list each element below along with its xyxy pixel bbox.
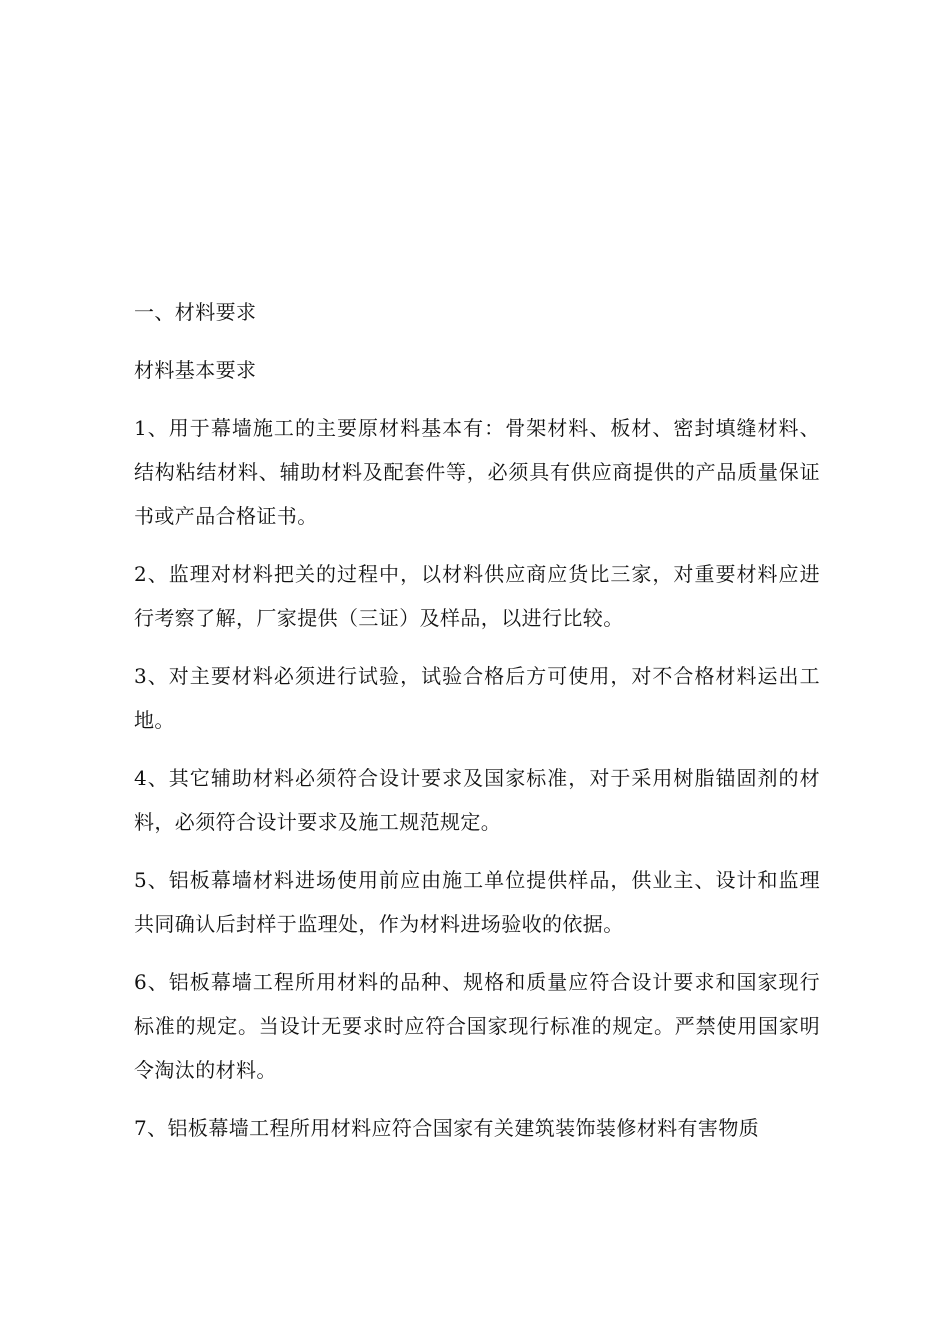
paragraph-7: 7、铝板幕墙工程所用材料应符合国家有关建筑装饰装修材料有害物质 [134,1116,760,1140]
paragraph-1: 1、用于幕墙施工的主要原材料基本有：骨架材料、板材、密封填缝材料、结构粘结材料、辅助材料及配套件等，必须具有供应商提供的产品质量保证书或产品合格证书。 [134,416,820,528]
paragraph-4: 4、其它辅助材料必须符合设计要求及国家标准，对于采用树脂锚固剂的材料，必须符合设计要求及施工规范规定。 [134,766,820,834]
section-heading: 一、材料要求 [134,300,257,324]
paragraph-2: 2、监理对材料把关的过程中，以材料供应商应货比三家，对重要材料应进行考察了解，厂家提供（三证）及样品，以进行比较。 [134,562,820,630]
subheading: 材料基本要求 [134,358,257,382]
document-body [134,290,820,1164]
paragraph-3: 3、对主要材料必须进行试验，试验合格后方可使用，对不合格材料运出工地。 [134,664,820,732]
paragraph-6: 6、铝板幕墙工程所用材料的品种、规格和质量应符合设计要求和国家现行标准的规定。当设计无要求时应符合国家现行标准的规定。严禁使用国家明令淘汰的材料。 [134,970,820,1082]
paragraph-5: 5、铝板幕墙材料进场使用前应由施工单位提供样品，供业主、设计和监理共同确认后封样于监理处，作为材料进场验收的依据。 [134,868,820,936]
